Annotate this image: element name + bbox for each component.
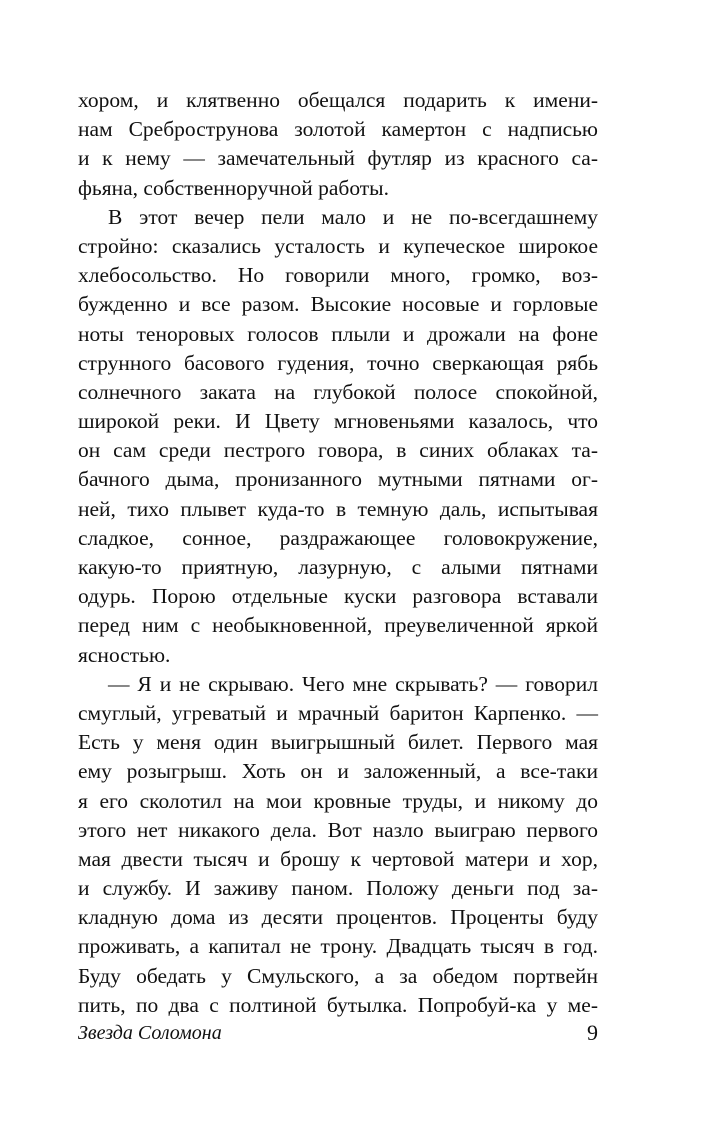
text-body: [78, 86, 598, 1020]
text-line: ясностью.: [78, 642, 171, 667]
text-line: широкой реки. И Цвету мгновеньями казалось, что: [78, 409, 598, 434]
text-line: ему розыгрыш. Хоть он и заложенный, а все-таки: [78, 759, 598, 784]
text-line: этого нет никакого дела. Вот назло выиграю первого: [78, 817, 598, 842]
text-line: стройно: сказались усталость и купеческое широкое: [78, 233, 598, 258]
text-line: солнечного заката на глубокой полосе спокойной,: [78, 379, 598, 404]
text-line: кладную дома из десяти процентов. Проценты буду: [78, 905, 598, 930]
text-line: и к нему — замечательный футляр из красного са-: [78, 146, 598, 171]
running-footer-title: Звезда Соломона: [78, 1022, 222, 1044]
text-line: ноты теноровых голосов плыли и дрожали на фоне: [78, 321, 598, 346]
text-line: струнного басового гудения, точно сверкающая рябь: [78, 350, 598, 375]
text-line: хлебосольство. Но говорили много, громко, воз-: [78, 263, 598, 288]
text-line: ней, тихо плывет куда-то в темную даль, испытывая: [78, 496, 598, 521]
text-line: бужденно и все разом. Высокие носовые и горловые: [78, 292, 598, 317]
text-line: он сам среди пестрого говора, в синих облаках та-: [78, 438, 598, 463]
text-line: бачного дыма, пронизанного мутными пятнами ог-: [78, 467, 598, 492]
page-footer: [78, 1018, 598, 1048]
text-line: нам Среброструнова золотой камертон с надписью: [78, 117, 598, 142]
text-line: Буду обедать у Смульского, а за обедом портвейн: [78, 963, 598, 988]
text-line: мая двести тысяч и брошу к чертовой матери и хор,: [78, 846, 598, 871]
text-line: одурь. Порою отдельные куски разговора вставали: [78, 584, 598, 609]
text-line: перед ним с необыкновенной, преувеличенной яркой: [78, 613, 598, 638]
page-number: 9: [587, 1020, 598, 1045]
text-line: сладкое, сонное, раздражающее головокружение,: [78, 525, 598, 550]
paragraph-first-line: — Я и не скрываю. Чего мне скрывать? — говорил: [108, 671, 598, 696]
text-line: пить, по два с полтиной бутылка. Попробуй-ка у ме-: [78, 992, 598, 1017]
paragraph-first-line: В этот вечер пели мало и не по-всегдашнему: [108, 204, 598, 229]
text-line: и службу. И заживу паном. Положу деньги под за-: [78, 876, 598, 901]
text-line: Есть у меня один выигрышный билет. Первого мая: [78, 730, 598, 755]
text-line: я его сколотил на мои кровные труды, и никому до: [78, 788, 598, 813]
text-line: хором, и клятвенно обещался подарить к имени-: [78, 88, 598, 112]
text-line: проживать, а капитал не трону. Двадцать тысяч в год.: [78, 934, 598, 959]
text-line: фьяна, собственноручной работы.: [78, 175, 390, 200]
text-line: какую-то приятную, лазурную, с алыми пятнами: [78, 555, 598, 579]
text-line: смуглый, угреватый и мрачный баритон Карпенко. —: [78, 700, 598, 725]
